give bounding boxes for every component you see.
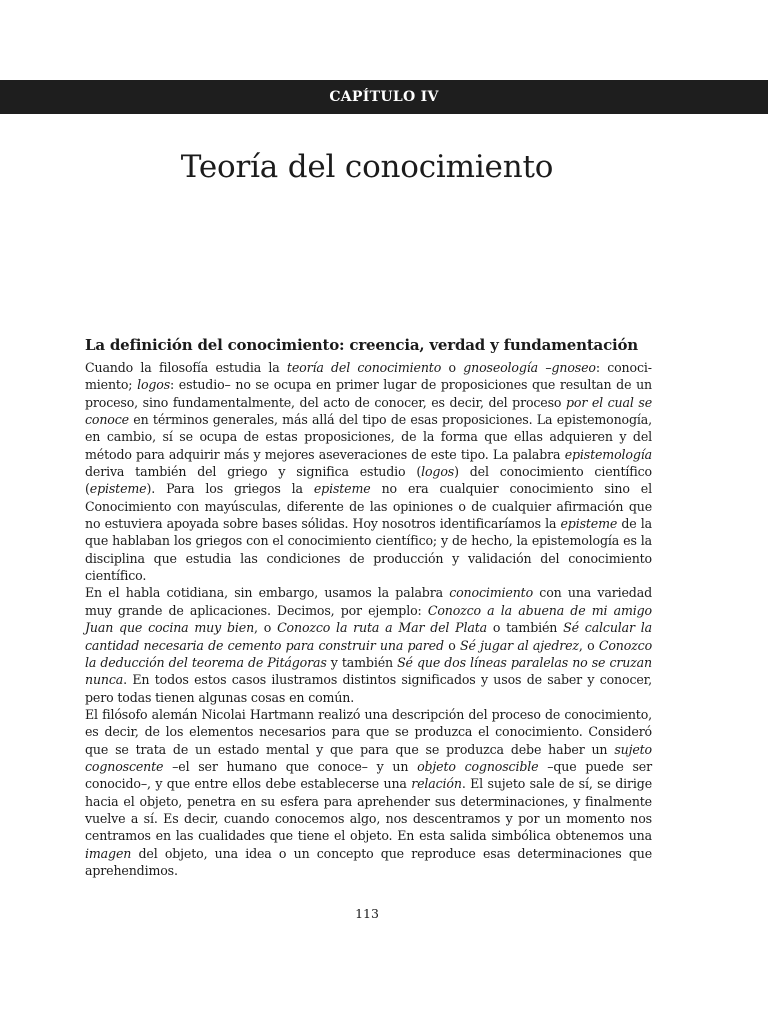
text-run: del objeto, una idea o un concepto que reproduce esas determinaciones que aprehendimos. bbox=[85, 845, 652, 878]
text-run: en términos generales, más allá del tipo de esas proposiciones. La epistemonogía, en cambio, sí se ocupa de estas proposiciones, de la forma que ellas adquieren y del método para adquirir más y mejores aseveraciones de este tipo. La palabra bbox=[85, 412, 652, 462]
text-run: , o bbox=[254, 620, 278, 636]
italic-text: episteme bbox=[313, 481, 371, 497]
italic-text: por el cual se conoce bbox=[85, 394, 652, 428]
text-run: o bbox=[441, 360, 464, 375]
italic-text: Sé que dos líneas paralelas no se cruzan nunca bbox=[85, 654, 652, 688]
italic-text: logos bbox=[137, 377, 171, 393]
body-content bbox=[85, 336, 652, 879]
text-run: no era cualquier conocimiento sino el Conocimiento con mayúsculas, diferente de las opiniones o de cualquier afirmación que no estuviera apoyada sobre bases sólidas. Hoy nosotros identificaríamos la bbox=[85, 481, 652, 532]
text-run: y también bbox=[326, 654, 398, 670]
italic-text: logos bbox=[421, 464, 455, 480]
italic-text: objeto cognoscible bbox=[417, 758, 539, 774]
section-heading: La definición del conocimiento: creencia, verdad y fundamentación bbox=[85, 336, 639, 354]
text-run: ). Para los griegos la bbox=[146, 481, 314, 497]
text-run: o también bbox=[486, 620, 564, 636]
italic-text: sujeto cognoscente bbox=[85, 741, 652, 774]
text-run: ) del conocimiento científico ( bbox=[85, 464, 652, 497]
text-run: o bbox=[443, 637, 461, 653]
text-run: de la que hablaban los griegos con el conocimiento científico; y de hecho, la epistemología es la disciplina que estudia las condiciones de producción y validación del conocimiento científico. bbox=[85, 516, 652, 584]
chapter-label: CAPÍTULO IV bbox=[329, 89, 439, 105]
text-run: En el habla cotidiana, sin embargo, usamos la palabra bbox=[85, 585, 450, 601]
text-run: . En todos estos casos ilustramos distintos significados y usos de saber y conocer, pero todas tienen algunas cosas en común. bbox=[85, 672, 652, 705]
text-run: Cuando la filosofía estudia la bbox=[85, 360, 287, 375]
italic-text: Conozco a la abuena de mi amigo Juan que cocina muy bien bbox=[85, 602, 652, 636]
paragraph bbox=[85, 584, 652, 705]
italic-text: episteme bbox=[89, 481, 147, 497]
text-run: –el ser humano que conoce– y un bbox=[163, 758, 418, 774]
text-run: con una variedad muy grande de aplicaciones. Decimos, por ejemplo: bbox=[85, 585, 652, 618]
italic-text: epistemología bbox=[564, 446, 652, 462]
chapter-title: Teoría del conocimiento bbox=[180, 148, 554, 185]
italic-text: Sé jugar al ajedrez bbox=[460, 637, 579, 653]
page-number: 113 bbox=[355, 906, 379, 921]
italic-text: relación bbox=[411, 776, 462, 792]
text-run: : conocimiento; bbox=[85, 360, 652, 393]
italic-text: episteme bbox=[560, 516, 618, 532]
text-run: –que puede ser conocido–, y que entre ellos debe establecerse una bbox=[85, 758, 652, 792]
italic-text: imagen bbox=[85, 845, 132, 861]
paragraph bbox=[85, 706, 652, 879]
chapter-label-bar bbox=[0, 80, 768, 114]
italic-text: gnoseología –gnoseo bbox=[463, 360, 596, 375]
italic-text: Conozco la deducción del teorema de Pitágoras bbox=[85, 637, 653, 670]
paragraph bbox=[85, 359, 652, 584]
italic-text: teoría del conocimiento bbox=[286, 360, 442, 375]
text-run: : estudio– no se ocupa en primer lugar de proposiciones que resultan de un proceso, sino fundamentalmente, del acto de conocer, es decir, del proceso bbox=[85, 377, 652, 410]
text-run: deriva también del griego y significa estudio ( bbox=[85, 464, 422, 480]
text-run: , o bbox=[578, 637, 599, 653]
italic-text: Sé calcular la cantidad necesaria de cemento para construir una pared bbox=[85, 620, 652, 653]
italic-text: conocimiento bbox=[449, 585, 534, 601]
text-run: . El sujeto sale de sí, se dirige hacia el objeto, penetra en su esfera para aprehender sus determinaciones, y finalmente vuelve a sí. Es decir, cuando conocemos algo, nos descentramos y por un momento nos centramos en las cualidades que tiene el objeto. En esta salida simbólica obtenemos una bbox=[85, 776, 652, 844]
text-run: El filósofo alemán Nicolai Hartmann realizó una descripción del proceso de conocimiento, es decir, de los elementos necesarios para que se produzca el conocimiento. Consideró que se trata de un estado mental y que para que se produzca debe haber un bbox=[85, 706, 652, 757]
italic-text: Conozco la ruta a Mar del Plata bbox=[277, 620, 487, 636]
